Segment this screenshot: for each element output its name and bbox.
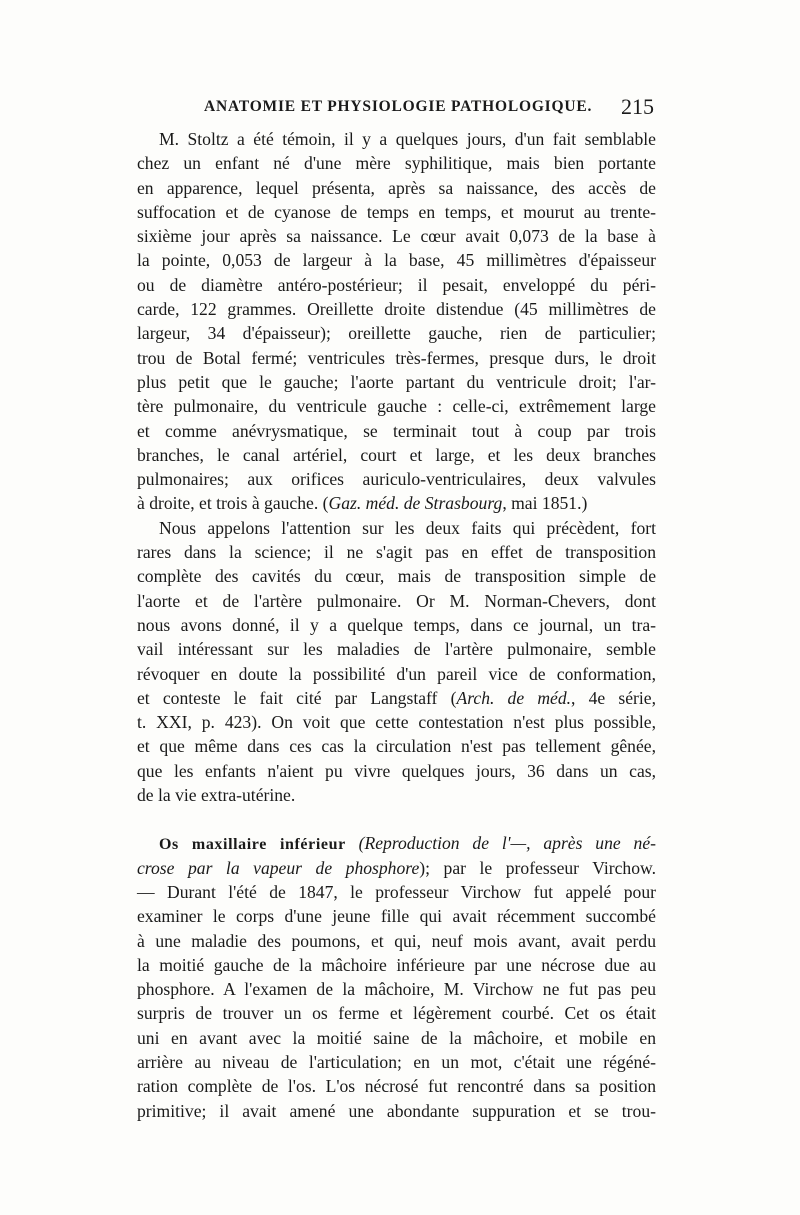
text-line: surpris de trouver un os ferme et légèrement courbé. Cet os était — [137, 1003, 656, 1024]
text-line: complète des cavités du cœur, mais de transposition simple de — [137, 566, 656, 587]
text-line: examiner le corps d'une jeune fille qui avait récemment succombé — [137, 906, 656, 927]
citation-suffix: , 4e série, — [571, 687, 656, 708]
text-line-citation — [137, 686, 656, 710]
text-line: chez un enfant né d'une mère syphilitique, mais bien portante — [137, 153, 656, 174]
running-title: ANATOMIE ET PHYSIOLOGIE PATHOLOGIQUE. — [204, 98, 593, 115]
page-header — [137, 96, 657, 124]
text-line: que les enfants n'aient pu vivre quelques jours, 36 dans un cas, — [137, 760, 656, 781]
text-line: vail intéressant sur les maladies de l'artère pulmonaire, semble — [137, 639, 656, 660]
text-line: la moitié gauche de la mâchoire inférieure par une nécrose due au — [137, 954, 656, 975]
paragraph-commentary — [137, 516, 656, 808]
text-line: l'aorte et de l'artère pulmonaire. Or M. Norman-Chevers, dont — [137, 590, 656, 611]
text-line: rares dans la science; il ne s'agit pas en effet de transposition — [137, 542, 656, 563]
text-line: pulmonaires; aux orifices auriculo-ventriculaires, deux valvules — [137, 469, 656, 490]
text-line: trou de Botal fermé; ventricules très-fermes, presque durs, le droit — [137, 347, 656, 368]
paragraph-stoltz-case — [137, 127, 656, 516]
section-subtitle: (Reproduction de l'—, après une né- — [345, 833, 656, 854]
text-line: nous avons donné, il y a quelque temps, dans ce journal, un tra- — [137, 614, 656, 635]
section-gap — [137, 807, 656, 831]
text-line: t. XXI, p. 423). On voit que cette contestation n'est plus possible, — [137, 712, 656, 733]
section-title: Os maxillaire inférieur — [159, 836, 346, 854]
text-line: M. Stoltz a été témoin, il y a quelques jours, d'un fait semblable — [159, 129, 656, 149]
text-line-citation — [137, 491, 656, 515]
text-line: — Durant l'été de 1847, le professeur Virchow fut appelé pour — [137, 881, 656, 902]
citation-suffix: , mai 1851.) — [502, 493, 588, 514]
citation-prefix: à droite, et trois à gauche. ( — [137, 493, 329, 514]
text-line: primitive; il avait amené une abondante suppuration et se trou- — [137, 1100, 656, 1121]
text-line: et que même dans ces cas la circulation n'est pas tellement gênée, — [137, 736, 656, 757]
text-line: ou de diamètre antéro-postérieur; il pesait, enveloppé du péri- — [137, 274, 656, 295]
text-line: branches, le canal artériel, court et large, et les deux branches — [137, 444, 656, 465]
section-heading-line-2 — [137, 856, 656, 880]
body-text — [137, 127, 656, 1123]
section-heading-line — [137, 831, 656, 855]
section-author: ); par le professeur Virchow. — [419, 857, 656, 878]
citation-prefix: et conteste le fait cité par Langstaff ( — [137, 687, 457, 708]
text-line: et comme anévrysmatique, se terminait tout à coup par trois — [137, 420, 656, 441]
text-line: phosphore. A l'examen de la mâchoire, M. Virchow ne fut pas peu — [137, 979, 656, 1000]
text-line: tère pulmonaire, du ventricule gauche : celle-ci, extrêmement large — [137, 396, 656, 417]
text-line: arrière au niveau de l'articulation; en un mot, c'était une régéné- — [137, 1051, 656, 1072]
text-line: ration complète de l'os. L'os nécrosé fut rencontré dans sa position — [137, 1076, 656, 1097]
citation-journal: Gaz. méd. de Strasbourg — [328, 493, 503, 514]
text-line: sixième jour après sa naissance. Le cœur avait 0,073 de la base à — [137, 226, 656, 247]
text-line: carde, 122 grammes. Oreillette droite distendue (45 millimètres de — [137, 299, 656, 320]
citation-journal: Arch. de méd. — [456, 687, 572, 708]
text-line: à une maladie des poumons, et qui, neuf mois avant, avait perdu — [137, 930, 656, 951]
text-line: la pointe, 0,053 de largeur à la base, 45 millimètres d'épaisseur — [137, 250, 656, 271]
section-maxillaire — [137, 831, 656, 1123]
text-line: suffocation et de cyanose de temps en temps, et mourut au trente- — [137, 201, 656, 222]
page-number: 215 — [621, 94, 654, 119]
text-line: en apparence, lequel présenta, après sa naissance, des accès de — [137, 177, 656, 198]
section-subtitle-cont: crose par la vapeur de phosphore — [137, 857, 420, 878]
text-line: plus petit que le gauche; l'aorte partant du ventricule droit; l'ar- — [137, 371, 656, 392]
text-line: de la vie extra-utérine. — [137, 785, 296, 806]
text-line: révoquer en doute la possibilité d'un pareil vice de conformation, — [137, 663, 656, 684]
text-line: largeur, 34 d'épaisseur); oreillette gauche, rien de particulier; — [137, 323, 656, 344]
text-line: Nous appelons l'attention sur les deux faits qui précèdent, fort — [159, 517, 656, 538]
text-line: uni en avant avec la moitié saine de la mâchoire, et mobile en — [137, 1027, 656, 1048]
